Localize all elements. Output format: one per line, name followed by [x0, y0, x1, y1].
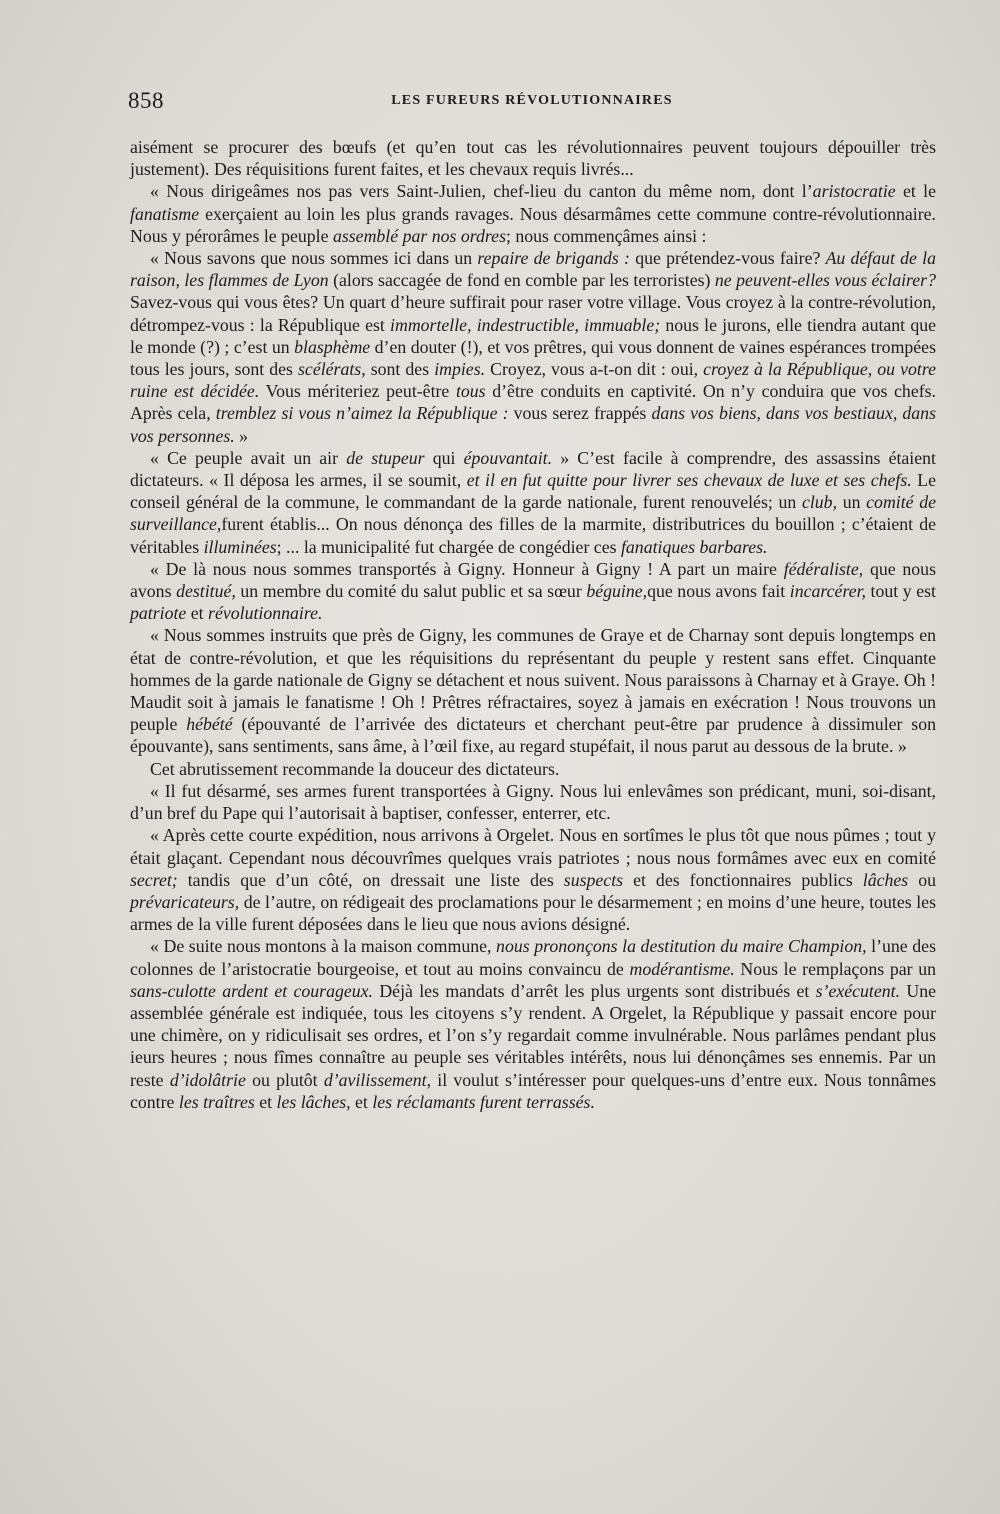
text-run: Déjà les mandats d’arrêt les plus urgents sont distribués et [373, 980, 816, 1001]
text-run: exerçaient au loin les plus grands ravages. Nous désarmâmes cette commune contre-révolutionnaire. Nous y pérorâmes le peuple [130, 203, 936, 246]
text-run: » C’est facile à comprendre, des assassins étaient dictateurs. « Il déposa les armes, il se soumit, [130, 447, 936, 491]
italic-text: d’idolâtrie [169, 1069, 246, 1090]
text-run: « Après cette courte expédition, nous arrivons à Orgelet. Nous en sortîmes le plus tôt que nous pûmes ; tout y était glaçant. Cependant nous découvrîmes quelques vrais patriotes ; nous nous formâmes avec eux en comité [130, 825, 936, 868]
text-run: d’être conduits en captivité. On n’y conduira que vos chefs. Après cela, [130, 381, 936, 424]
text-run: nous le jurons, elle tiendra autant que le monde (?) ; c’est un [130, 314, 936, 357]
text-run: Cet abrutissement recommande la douceur des dictateurs. [150, 758, 560, 779]
italic-text: blasphème [294, 336, 371, 357]
text-run: d’en douter (!), et vos prêtres, qui vous donnent de vaines espérances trompées tous les jours, sont des [130, 336, 936, 380]
text-run: « Il fut désarmé, ses armes furent transportées à Gigny. Nous lui enlevâmes son prédicant, muni, soi-disant, d’un bref du Pape qui l’autorisait à baptiser, confesser, enterrer, etc. [130, 780, 936, 824]
italic-text: patriote [130, 603, 187, 624]
text-run: aisément se procurer des bœufs (et qu’en tout cas les révolutionnaires peuvent toujours dépouiller très justement). Des réquisitions furent faites, et les chevaux requis livrés... [130, 137, 936, 180]
italic-text: fanatiques barbares. [620, 536, 768, 557]
italic-text: club, [801, 492, 838, 513]
text-run: tout y est [865, 581, 936, 602]
paragraph [130, 180, 936, 247]
text-run: (épouvanté de l’arrivée des dictateurs et cherchant peut-être par prudence à dissimuler son épouvante), sans sentiments, sans âme, à l’œil fixe, au regard stupéfait, il nous parut au dessous de la brute. » [130, 714, 936, 757]
italic-text: modérantisme. [629, 958, 735, 979]
italic-text: dans vos biens, dans vos bestiaux, dans vos personnes. [130, 403, 936, 446]
text-run: ; nous commençâmes ainsi : [506, 225, 707, 246]
italic-text: révolutionnaire. [208, 603, 323, 624]
italic-text: impies. [434, 359, 486, 380]
italic-text: ne peuvent-elles vous éclairer? [714, 270, 936, 291]
text-run: » [234, 425, 249, 446]
paragraph [130, 558, 936, 625]
page-header [128, 88, 936, 120]
text-run: que nous avons [130, 558, 936, 602]
italic-text: tremblez si vous n’aimez la République : [215, 403, 509, 424]
text-run: Nous le remplaçons par un [734, 958, 937, 979]
paragraph [130, 247, 936, 447]
body-text [130, 136, 936, 1113]
text-run: Vous mériteriez peut-être [259, 381, 456, 402]
paragraph [130, 824, 936, 935]
italic-text: de stupeur [346, 447, 425, 468]
text-run: furent établis... On nous dénonça des filles de la marmite, distributrices du bouillon ; c’étaient de véritables [130, 514, 936, 557]
italic-text: les lâches, [276, 1091, 351, 1112]
italic-text: immortelle, indestructible, immuable; [390, 314, 661, 335]
italic-text: destitué, [176, 581, 236, 602]
text-run: Croyez, vous a-t-on dit : oui, [485, 359, 704, 380]
text-run: ou [908, 869, 936, 890]
italic-text: béguine, [586, 581, 648, 602]
italic-text: incarcérer, [789, 581, 866, 602]
italic-text: épouvantait. [463, 447, 553, 468]
paragraph [130, 136, 936, 180]
italic-text: tous [455, 381, 486, 402]
text-run: tandis que d’un côté, on dressait une liste des [177, 869, 564, 890]
text-run: Savez-vous qui vous êtes? Un quart d’heure suffirait pour raser votre village. Vous croyez à la contre-révolution, détrompez-vous : la République est [130, 292, 936, 335]
text-run: « Nous sommes instruits que près de Gigny, les communes de Graye et de Charnay sont depuis longtemps en état de contre-révolution, et que les réquisitions du représentant du peuple y restent sans effet. Cinquante hommes de la garde nationale de Gigny se détachent et nous suivent. Nous paraissons à Charnay et à Graye. Oh ! Maudit soit à jamais le fanatisme ! Oh ! Prêtres réfractaires, soyez à jamais en exécration ! Nous trouvons un peuple [130, 625, 936, 735]
paragraph [130, 447, 936, 558]
text-run: « De suite nous montons à la maison commune, [150, 936, 497, 957]
text-run: un [837, 492, 867, 513]
text-run: « Nous dirigeâmes nos pas vers Saint-Julien, chef-lieu du canton du même nom, dont l’ [150, 181, 813, 202]
italic-text: hébété [186, 714, 233, 735]
italic-text: illuminées [203, 536, 277, 557]
text-run: et le [895, 181, 936, 202]
italic-text: les réclamants furent terrassés. [372, 1091, 595, 1112]
italic-text: lâches [862, 869, 909, 890]
italic-text: secret; [130, 869, 178, 890]
text-run: et [186, 603, 209, 624]
text-run: l’une des colonnes de l’aristocratie bourgeoise, et tout au moins convaincu de [130, 936, 936, 979]
text-run: et des fonctionnaires publics [623, 869, 863, 890]
italic-text: fédéraliste, [783, 558, 864, 579]
text-run: ; ... la municipalité fut chargée de congédier ces [276, 536, 621, 557]
italic-text: s’exécutent. [815, 980, 901, 1001]
text-run: et [254, 1091, 277, 1112]
text-run: et [350, 1091, 373, 1112]
text-run: vous serez frappés [508, 403, 652, 424]
italic-text: suspects [563, 869, 624, 890]
paragraph [130, 624, 936, 757]
text-run: que nous avons fait [647, 581, 790, 602]
italic-text: nous prononçons la destitution du maire Champion, [496, 936, 867, 957]
paragraph [130, 780, 936, 824]
italic-text: et il en fut quitte pour livrer ses chevaux de luxe et ses chefs. [466, 470, 912, 491]
italic-text: fanatisme [130, 203, 200, 224]
text-run: ou plutôt [245, 1069, 324, 1090]
italic-text: repaire de brigands : [477, 248, 630, 269]
italic-text: d’avilissement, [323, 1069, 432, 1090]
text-run: Une assemblée générale est indiquée, tous les citoyens s’y rendent. A Orgelet, la République y passait encore pour une chimère, on y ridiculisait ses ordres, et l’on s’y regardait comme invulnérable. Nous parlâmes pendant plus ieurs heures ; nous fîmes connaître au peuple ses véritables intérêts, nous lui dénonçâmes ses ennemis. Par un reste [130, 980, 936, 1090]
text-run: qui [424, 447, 464, 468]
text-run: « De là nous nous sommes transportés à Gigny. Honneur à Gigny ! A part un maire [150, 558, 784, 579]
text-run: il voulut s’intéresser pour quelques-uns d’entre eux. Nous tonnâmes contre [130, 1069, 936, 1112]
text-run: de l’autre, on rédigeait des proclamations pour le désarmement ; en moins d’une heure, toutes les armes de la ville furent déposées dans le lieu que nous avions désigné. [130, 891, 936, 935]
text-run: « Nous savons que nous sommes ici dans un [150, 248, 478, 269]
italic-text: Au défaut de la raison, les flammes de Lyon [130, 248, 936, 291]
paragraph [130, 935, 936, 1113]
italic-text: croyez à la République, ou votre ruine est décidée. [130, 359, 936, 402]
text-run: Le conseil général de la commune, le commandant de la garde nationale, furent renouvelés; un [130, 470, 937, 513]
italic-text: aristocratie [812, 181, 896, 202]
text-run: que prétendez-vous faire? [629, 248, 826, 269]
italic-text: sans-culotte ardent et courageux. [130, 980, 374, 1001]
italic-text: comité de surveillance, [130, 492, 937, 535]
text-run: (alors saccagée de fond en comble par les terroristes) [328, 270, 715, 291]
paragraph [130, 758, 936, 780]
italic-text: les traîtres [178, 1091, 255, 1112]
italic-text: scélérats, [298, 359, 366, 380]
text-run: sont des [365, 359, 435, 380]
text-run: un membre du comité du salut public et sa sœur [235, 581, 587, 602]
page-number: 858 [128, 88, 164, 113]
text-run: « Ce peuple avait un air [150, 447, 347, 468]
running-title: LES FUREURS RÉVOLUTIONNAIRES [391, 93, 673, 108]
italic-text: assemblé par nos ordres [332, 225, 506, 246]
italic-text: prévaricateurs, [130, 891, 240, 912]
